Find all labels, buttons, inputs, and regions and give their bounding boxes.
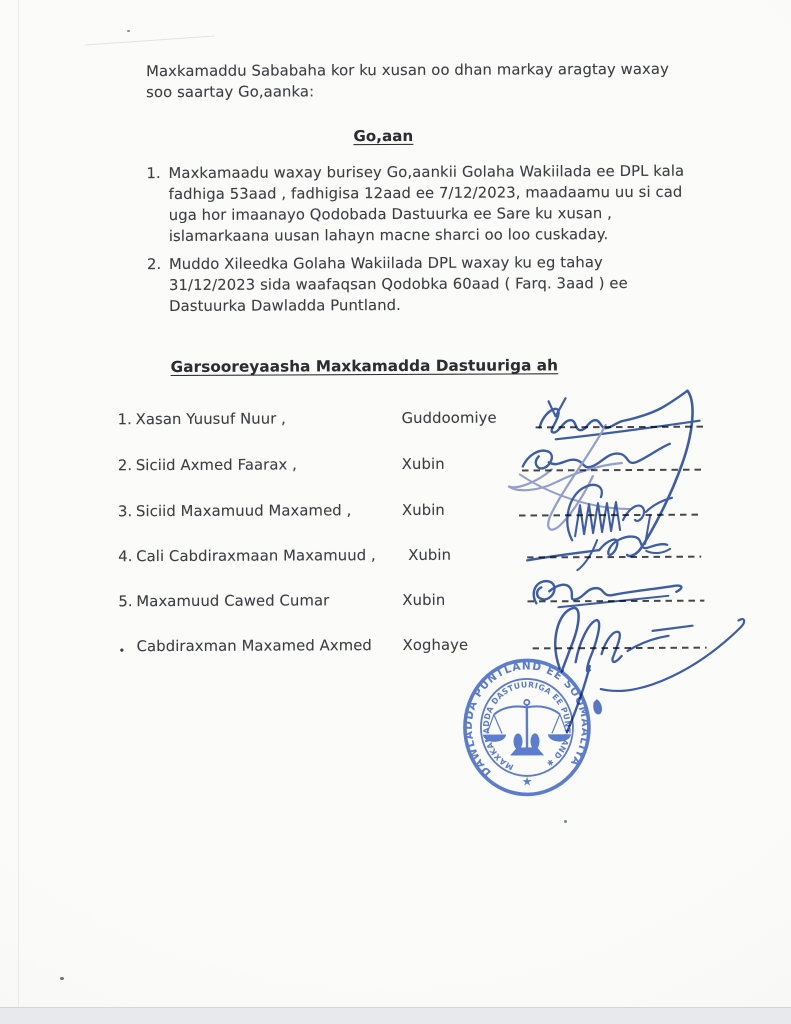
decision-item-2-marker: 2. <box>146 256 162 274</box>
stamp-outer-text: DAWLADDA PUNTLAND EE SOOMAALIYA <box>461 659 593 780</box>
signatory-name: Xasan Yuusuf Nuur , <box>135 410 287 429</box>
signatory-row <box>0 498 791 523</box>
intro-line: soo saartay Go,aanka: <box>146 83 315 102</box>
decision-item-line: islamarkaana uusan lahayn macne sharci oo loo cuskaday. <box>168 226 609 245</box>
signatory-role: Xubin <box>402 591 446 609</box>
decision-item-1-marker: 1. <box>146 165 161 183</box>
decision-heading-text: Go,aan <box>353 126 414 146</box>
signatory-name: Siciid Axmed Faarax , <box>135 456 297 475</box>
decision-item-1 <box>168 161 684 247</box>
signatory-role: Xubin <box>401 455 445 473</box>
signatory-name: Siciid Maxamuud Maxamed , <box>135 502 352 521</box>
signatory-number: 3. <box>117 503 133 521</box>
decision-item-line: Maxkamaadu waxay burisey Go,aankii Golaha Wakiilada ee DPL kala <box>168 162 685 182</box>
signature-xoghaye <box>555 607 744 732</box>
signatory-role: Guddoomiye <box>401 409 497 427</box>
signatory-name: Cabdiraxman Maxamed Axmed <box>136 637 372 656</box>
intro-paragraph <box>146 59 669 103</box>
scan-bottom-edge <box>0 1007 791 1024</box>
signatory-number: • <box>118 644 126 658</box>
signatory-number: 1. <box>117 411 132 429</box>
signatory-row <box>0 452 791 477</box>
scales-of-justice-icon <box>483 700 571 756</box>
decision-item-line: uga hor imaanayo Qodobada Dastuurka ee Sare ku xusan , <box>168 205 613 224</box>
decision-heading <box>128 125 638 148</box>
decision-item-line: 31/12/2023 sida waafaqsan Qodobka 60aad ( Farq. 3aad ) ee <box>168 274 628 294</box>
stamp-bottom-star: ★ <box>521 774 533 789</box>
signatory-number: 4. <box>118 548 133 566</box>
decision-item-line: fadhiga 53aad , fadhigisa 12aad ee 7/12/2023, maadaamu uu si cad <box>168 183 683 203</box>
stamp-inner-text: MAXKAMADDA DASTUURIGA EE PUNTLAND ✱ <box>481 680 573 772</box>
signatory-role: Xubin <box>401 501 445 519</box>
signatory-name: Maxamuud Cawed Cumar <box>136 592 330 611</box>
judges-heading-text: Garsooreyaasha Maxkamadda Dastuuriga ah <box>170 356 559 376</box>
signatory-number: 2. <box>117 457 133 475</box>
decision-item-line: Dastuurka Dawladda Puntland. <box>169 296 402 315</box>
signatory-number: 5. <box>118 593 133 611</box>
signatory-role: Xoghaye <box>402 636 469 654</box>
intro-line: Maxkamaddu Sababaha kor ku xusan oo dhan markay aragtay waxay <box>146 60 669 81</box>
signatory-role: Xubin <box>408 546 452 564</box>
official-stamp <box>462 659 593 795</box>
signatory-name: Cali Cabdiraxmaan Maxamuud , <box>136 547 376 566</box>
judges-heading <box>114 355 614 378</box>
decision-item-2 <box>169 252 628 317</box>
decision-item-line: Muddo Xileedka Golaha Wakiilada DPL waxay ku eg tahay <box>168 254 603 273</box>
